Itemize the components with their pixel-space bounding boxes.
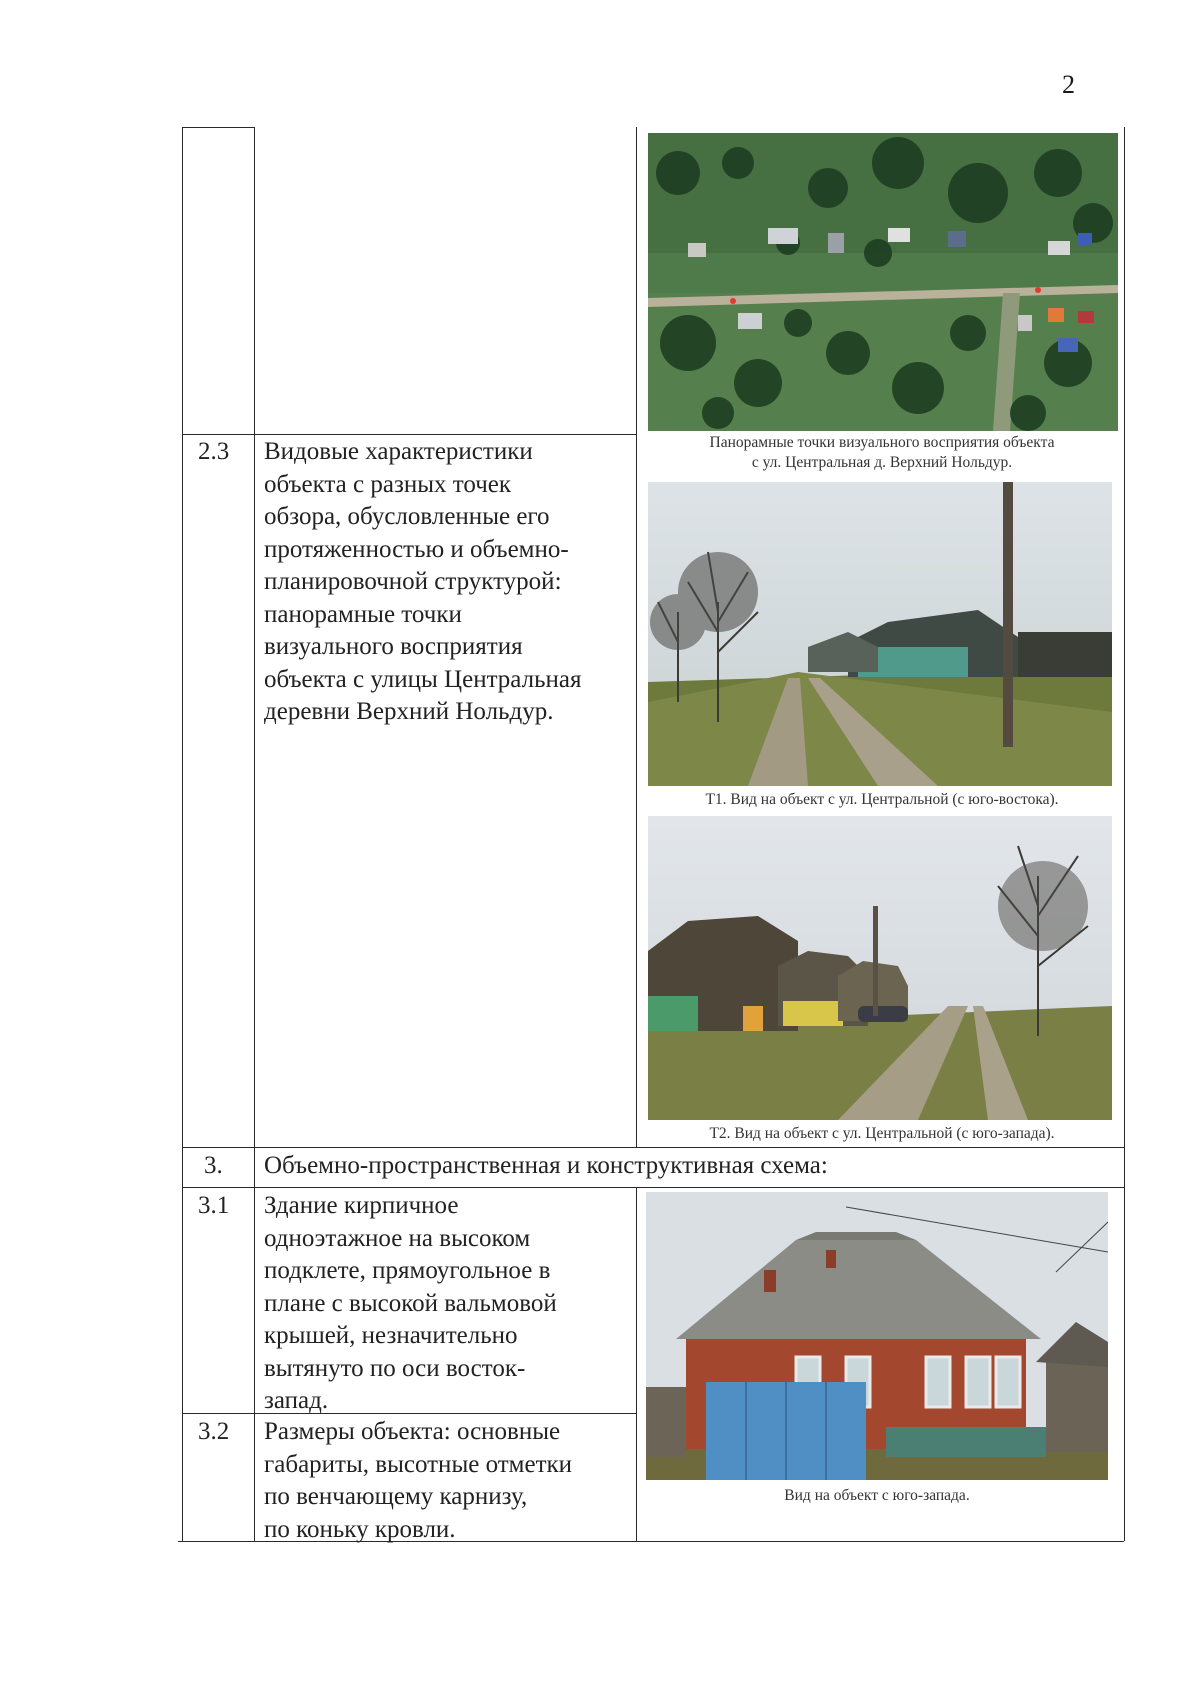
- table-line: [182, 1147, 1124, 1148]
- row-text-3-1: Здание кирпичное одноэтажное на высоком подклете, прямоугольное в плане с высокой вальмовой крышей, незначительно вытянуто по оси восток- запад.: [264, 1192, 557, 1414]
- map-caption: Панорамные точки визуального восприятия объекта с ул. Центральная д. Верхний Нольдур.: [709, 434, 1055, 471]
- row-text-2-3: Видовые характеристики объекта с разных точек обзора, обусловленные его протяженностью и объемно- планировочной структурой: панорамные точки визуального восприятия объекта с улицы Центральная деревни Верхний Нольдур.: [264, 438, 582, 725]
- house-caption: Вид на объект с юго-запада.: [784, 1487, 970, 1504]
- table-line: [636, 127, 637, 1147]
- table-line: [182, 1187, 1124, 1188]
- t2-caption: Т2. Вид на объект с ул. Центральной (с юго-запада).: [709, 1125, 1055, 1142]
- row-number-3-1: 3.1: [198, 1192, 230, 1219]
- photo-house: [646, 1192, 1108, 1480]
- table-line: [182, 127, 183, 1541]
- table-line: [1124, 127, 1125, 1541]
- row-number-3: 3.: [204, 1152, 223, 1179]
- row-number-3-2: 3.2: [198, 1418, 230, 1445]
- table-line: [254, 127, 255, 1541]
- row-text-3-2: Размеры объекта: основные габариты, высотные отметки по венчающему карнизу, по коньку кровли.: [264, 1418, 573, 1543]
- table-line: [182, 127, 254, 128]
- aerial-map-image: [648, 133, 1118, 431]
- photo-t1: [648, 482, 1112, 786]
- table-line: [182, 434, 636, 435]
- page-number: 2: [1062, 70, 1075, 99]
- row-text-3: Объемно-пространственная и конструктивная схема:: [264, 1152, 828, 1179]
- photo-t2: [648, 816, 1112, 1120]
- t1-caption: Т1. Вид на объект с ул. Центральной (с юго-востока).: [705, 791, 1059, 808]
- row-number-2-3: 2.3: [198, 438, 230, 465]
